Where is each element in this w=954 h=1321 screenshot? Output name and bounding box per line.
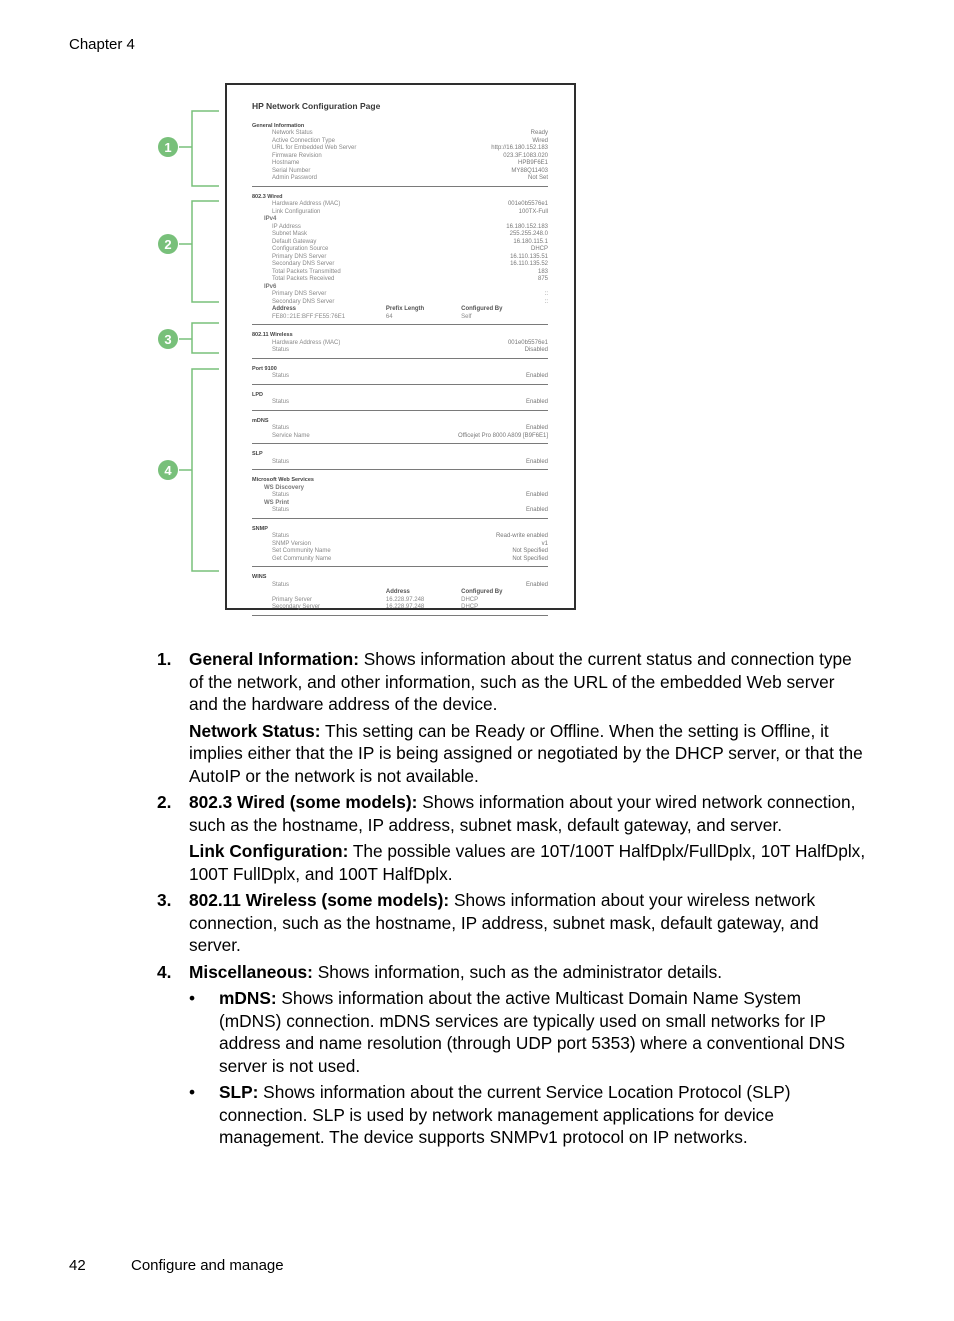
config-row bbox=[252, 556, 548, 564]
callout-brackets bbox=[150, 80, 230, 580]
config-key: Active Connection Type bbox=[272, 137, 335, 144]
item-lead: 802.3 Wired (some models): bbox=[189, 792, 418, 812]
config-divider bbox=[252, 566, 548, 567]
config-section-heading: LPD bbox=[252, 391, 263, 398]
item-lead: Miscellaneous: bbox=[189, 961, 313, 982]
config-row bbox=[252, 168, 548, 176]
chapter-header: Chapter 4 bbox=[69, 36, 135, 53]
config-cell: DHCP bbox=[461, 596, 479, 603]
config-section bbox=[252, 574, 548, 616]
config-row bbox=[252, 548, 548, 556]
item-lead: 802.11 Wireless (some models): bbox=[189, 890, 450, 910]
config-page-content bbox=[252, 103, 548, 623]
config-divider bbox=[252, 186, 548, 187]
config-row bbox=[252, 153, 548, 161]
item-text: Shows information, such as the administrator details. bbox=[312, 961, 723, 982]
config-subsection-heading: WS Discovery bbox=[264, 484, 305, 491]
config-section-heading: Microsoft Web Services bbox=[252, 477, 314, 483]
config-value: Not Set bbox=[527, 175, 548, 181]
config-value: Read-write enabled bbox=[495, 533, 548, 539]
config-key: Network Status bbox=[272, 130, 313, 136]
config-row bbox=[252, 130, 548, 138]
config-row bbox=[252, 533, 548, 541]
config-section bbox=[252, 526, 548, 568]
config-key: Secondary DNS Server bbox=[272, 261, 335, 267]
config-key: Set Community Name bbox=[272, 548, 331, 554]
callout-number: 2 bbox=[164, 237, 172, 252]
item-number: 2. bbox=[157, 792, 172, 812]
config-value: 001e0b5576e1 bbox=[507, 339, 548, 346]
bullet-mark: • bbox=[189, 1082, 196, 1102]
config-value: 875 bbox=[537, 276, 548, 282]
config-key: Hardware Address (MAC) bbox=[272, 339, 341, 346]
config-section-heading: General Information bbox=[252, 122, 305, 129]
callout-2 bbox=[158, 234, 178, 254]
list-item-misc bbox=[157, 961, 867, 1149]
config-row bbox=[252, 399, 548, 407]
config-section-heading: 802.3 Wired bbox=[252, 193, 283, 200]
config-value: Enabled bbox=[525, 399, 548, 405]
footer-title: Configure and manage bbox=[131, 1257, 284, 1274]
config-key: Firmware Revision bbox=[272, 152, 322, 159]
config-cell: 16.228.97.248 bbox=[385, 596, 425, 603]
config-row bbox=[252, 201, 548, 209]
config-key: Status bbox=[272, 492, 290, 498]
config-key: Status bbox=[272, 507, 290, 513]
config-value: 255.255.248.0 bbox=[509, 231, 548, 237]
config-key: Status bbox=[272, 347, 290, 353]
config-key: Hardware Address (MAC) bbox=[272, 201, 341, 207]
config-value: 16.180.152.183 bbox=[506, 223, 548, 230]
config-cell: DHCP bbox=[461, 604, 479, 610]
config-row bbox=[252, 541, 548, 549]
item-text: Shows information about your wireless network connection, such as the hostname, IP address, subnet mask, default gateway, and server. bbox=[189, 890, 819, 955]
config-section bbox=[252, 332, 548, 359]
config-value: 16.110.135.52 bbox=[510, 261, 548, 267]
config-key: IP Address bbox=[272, 223, 301, 230]
config-row bbox=[252, 373, 548, 381]
config-key: Service Name bbox=[272, 432, 310, 439]
config-value: 023.3F.1083.020 bbox=[503, 152, 548, 159]
config-cell: 64 bbox=[385, 313, 393, 320]
config-value: Not Specified bbox=[512, 555, 548, 562]
callout-3 bbox=[158, 329, 178, 349]
config-key: Total Packets Received bbox=[272, 276, 335, 282]
config-section bbox=[252, 392, 548, 411]
config-row bbox=[252, 291, 548, 299]
bullet-slp bbox=[189, 1081, 867, 1149]
config-value: Enabled bbox=[525, 581, 548, 588]
config-table-header bbox=[252, 306, 548, 314]
config-subsection-heading: IPv6 bbox=[264, 283, 277, 290]
config-row bbox=[252, 340, 548, 348]
config-row bbox=[252, 261, 548, 269]
config-cell: Primary Server bbox=[272, 596, 313, 603]
config-row bbox=[252, 347, 548, 355]
config-divider bbox=[252, 443, 548, 444]
item-lead: General Information: bbox=[189, 649, 359, 669]
config-value: DHCP bbox=[530, 246, 548, 252]
config-key: Status bbox=[272, 458, 290, 465]
config-col-head: Address bbox=[272, 306, 297, 312]
config-key: Configuration Source bbox=[272, 246, 329, 252]
config-col-head: Address bbox=[385, 589, 410, 595]
config-section bbox=[252, 194, 548, 326]
config-key: Admin Password bbox=[272, 175, 318, 181]
config-section-heading: Port 9100 bbox=[252, 365, 277, 372]
config-row bbox=[252, 175, 548, 183]
config-section bbox=[252, 123, 548, 187]
config-key: SNMP Version bbox=[272, 540, 311, 547]
item-number: 3. bbox=[157, 890, 172, 910]
item-number: 4. bbox=[157, 961, 172, 982]
config-divider bbox=[252, 469, 548, 470]
bullet-lead: mDNS: bbox=[219, 988, 277, 1008]
config-section-heading: 802.11 Wireless bbox=[252, 332, 293, 338]
config-col-head: Configured By bbox=[461, 589, 503, 595]
config-table-header bbox=[252, 589, 548, 597]
config-cell: Secondary Server bbox=[272, 604, 321, 610]
config-section bbox=[252, 451, 548, 470]
bullet-lead: SLP: bbox=[219, 1082, 259, 1102]
config-key: Default Gateway bbox=[272, 238, 317, 245]
item-sub-text: This setting can be Ready or Offline. When the setting is Offline, it implies either that the IP is being assigned or negotiated by the DHCP server, or that the AutoIP or the network is not available. bbox=[189, 720, 863, 786]
config-row bbox=[252, 459, 548, 467]
config-row bbox=[252, 276, 548, 284]
config-value: 100TX-Full bbox=[518, 208, 548, 215]
config-row bbox=[252, 425, 548, 433]
config-section bbox=[252, 477, 548, 519]
item-sub-lead: Link Configuration: bbox=[189, 841, 349, 861]
item-text: Shows information about the current status and connection type of the network, and other information, such as the URL of the embedded Web server and the hardware address of the device. bbox=[189, 649, 852, 714]
config-section-heading: WINS bbox=[252, 574, 267, 580]
callout-4 bbox=[158, 460, 178, 480]
config-section-heading: SLP bbox=[252, 451, 263, 457]
config-row bbox=[252, 433, 548, 441]
item-text: Shows information about your wired network connection, such as the hostname, IP address, subnet mask, default gateway, and server. bbox=[189, 792, 856, 835]
config-col-head: Prefix Length bbox=[385, 306, 425, 312]
bullet-text: Shows information about the active Multicast Domain Name System (mDNS) connection. mDNS services are typically used on small networks for IP address and name resolution (through UDP port 5353) where a conventional DNS server is not used. bbox=[219, 988, 846, 1076]
config-table-row bbox=[252, 604, 548, 612]
config-row bbox=[252, 246, 548, 254]
config-key: Primary DNS Server bbox=[272, 291, 327, 297]
config-col-head bbox=[272, 589, 386, 597]
config-row bbox=[252, 224, 548, 232]
config-key: URL for Embedded Web Server bbox=[272, 145, 357, 151]
callout-number: 3 bbox=[164, 332, 172, 347]
config-row bbox=[252, 254, 548, 262]
config-value: Enabled bbox=[525, 373, 548, 379]
config-row bbox=[252, 209, 548, 217]
config-divider bbox=[252, 615, 548, 616]
config-value: HPB9F6E1 bbox=[517, 160, 548, 166]
config-key: Status bbox=[272, 399, 290, 405]
list-item-wireless bbox=[157, 889, 867, 957]
config-value: 16.180.115.1 bbox=[513, 238, 548, 245]
config-key: Serial Number bbox=[272, 167, 311, 174]
config-row bbox=[252, 582, 548, 590]
config-value: :: bbox=[544, 291, 548, 297]
list-item-general bbox=[157, 648, 867, 787]
config-subsection-heading: WS Print bbox=[264, 499, 289, 506]
config-divider bbox=[252, 324, 548, 325]
bullet-text: Shows information about the current Service Location Protocol (SLP) connection. SLP is used by network management applications for device management. The device supports SNMPv1 protocol on IP networks. bbox=[219, 1082, 791, 1147]
callout-number: 1 bbox=[164, 140, 172, 155]
numbered-list bbox=[157, 648, 867, 1153]
config-value: v1 bbox=[541, 540, 548, 547]
config-value: Officejet Pro 8000 A809 [B9F6E1] bbox=[458, 432, 548, 439]
config-cell: Self bbox=[461, 313, 472, 320]
config-value: Wired bbox=[532, 137, 548, 144]
config-key: Status bbox=[272, 425, 290, 431]
config-row bbox=[252, 231, 548, 239]
config-value: Ready bbox=[530, 130, 548, 136]
item-sub-lead: Network Status: bbox=[189, 720, 321, 741]
config-page-title: HP Network Configuration Page bbox=[252, 101, 381, 111]
config-value: Disabled bbox=[524, 347, 548, 353]
config-key: Get Community Name bbox=[272, 555, 332, 562]
config-row bbox=[252, 138, 548, 146]
list-item-wired bbox=[157, 791, 867, 885]
config-divider bbox=[252, 384, 548, 385]
config-key: Primary DNS Server bbox=[272, 253, 327, 260]
bullet-mark: • bbox=[189, 988, 196, 1008]
config-row bbox=[252, 269, 548, 277]
bullet-list bbox=[189, 987, 867, 1149]
config-key: Subnet Mask bbox=[272, 231, 308, 237]
config-section bbox=[252, 418, 548, 445]
config-row bbox=[252, 507, 548, 515]
item-number: 1. bbox=[157, 649, 172, 669]
config-divider bbox=[252, 410, 548, 411]
config-value: Enabled bbox=[525, 492, 548, 498]
config-key: Link Configuration bbox=[272, 208, 321, 215]
config-value: Enabled bbox=[525, 507, 548, 513]
config-divider bbox=[252, 358, 548, 359]
config-section bbox=[252, 366, 548, 385]
callout-number: 4 bbox=[164, 463, 172, 478]
config-subsection-heading: IPv4 bbox=[264, 216, 277, 222]
item-sub-text: The possible values are 10T/100T HalfDplx/FullDplx, 10T HalfDplx, 100T FullDplx, and 100T HalfDplx. bbox=[189, 841, 866, 884]
config-cell: 16.228.97.248 bbox=[385, 604, 425, 610]
config-section-heading: mDNS bbox=[252, 417, 269, 424]
config-value: http://16.180.152.183 bbox=[491, 145, 548, 151]
config-row bbox=[252, 145, 548, 153]
callout-1 bbox=[158, 137, 178, 157]
config-key: Status bbox=[272, 533, 290, 539]
config-key: Total Packets Transmitted bbox=[272, 268, 341, 275]
config-table-row bbox=[252, 314, 548, 322]
config-section-heading: SNMP bbox=[252, 525, 268, 532]
config-cell: FE80::21E:BFF:FE55:76E1 bbox=[272, 313, 346, 320]
config-value: :: bbox=[544, 298, 548, 305]
config-key: Status bbox=[272, 581, 290, 588]
config-row bbox=[252, 160, 548, 168]
config-value: MY88Q11403 bbox=[511, 167, 548, 174]
config-value: 183 bbox=[537, 268, 548, 275]
config-value: 16.110.135.51 bbox=[510, 253, 548, 260]
config-key: Secondary DNS Server bbox=[272, 298, 335, 305]
config-row bbox=[252, 299, 548, 307]
config-divider bbox=[252, 518, 548, 519]
config-row bbox=[252, 239, 548, 247]
config-key: Status bbox=[272, 373, 290, 379]
config-value: Enabled bbox=[525, 458, 548, 465]
config-table-row bbox=[252, 597, 548, 605]
config-col-head: Configured By bbox=[461, 306, 503, 312]
bullet-mdns bbox=[189, 987, 867, 1077]
network-config-figure bbox=[150, 80, 590, 616]
config-page-image bbox=[225, 83, 576, 610]
config-value: Enabled bbox=[525, 425, 548, 431]
config-value: Not Specified bbox=[512, 548, 548, 554]
config-row bbox=[252, 492, 548, 500]
page-number: 42 bbox=[69, 1257, 86, 1274]
config-value: 001e0b5576e1 bbox=[507, 201, 548, 207]
config-key: Hostname bbox=[272, 160, 300, 166]
